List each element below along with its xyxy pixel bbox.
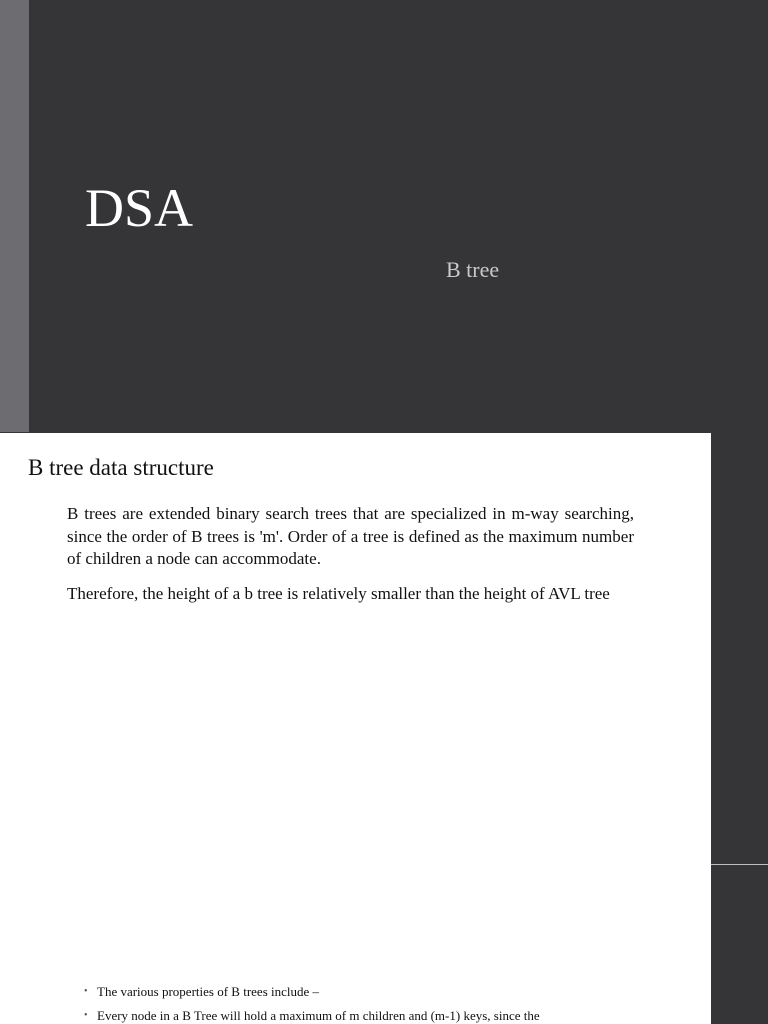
paragraph: B trees are extended binary search trees that are specialized in m-way searching, since the order of B trees is 'm'. Order of a tree is defined as the maximum number of children a node can accommodate. [67, 504, 634, 568]
bullet-dot-icon: • [84, 986, 88, 997]
content-body [67, 503, 634, 617]
accent-bar [0, 0, 29, 432]
content-heading: B tree data structure [28, 455, 214, 480]
title-slide [0, 0, 768, 432]
slide-divider-line [711, 864, 768, 865]
bullet-item [84, 1007, 664, 1024]
bullet-item [84, 983, 664, 1001]
slide-title: DSA [85, 178, 194, 238]
bullet-list [84, 983, 664, 1024]
slide-subtitle: B tree [446, 257, 500, 282]
bullet-text: The various properties of B trees include – [97, 984, 320, 999]
bullet-text: Every node in a B Tree will hold a maximum of m children and (m-1) keys, since the [97, 1008, 540, 1023]
paragraph: Therefore, the height of a b tree is relatively smaller than the height of AVL tree [67, 583, 610, 603]
content-slide [0, 433, 711, 1024]
bullet-dot-icon: • [84, 1010, 88, 1021]
